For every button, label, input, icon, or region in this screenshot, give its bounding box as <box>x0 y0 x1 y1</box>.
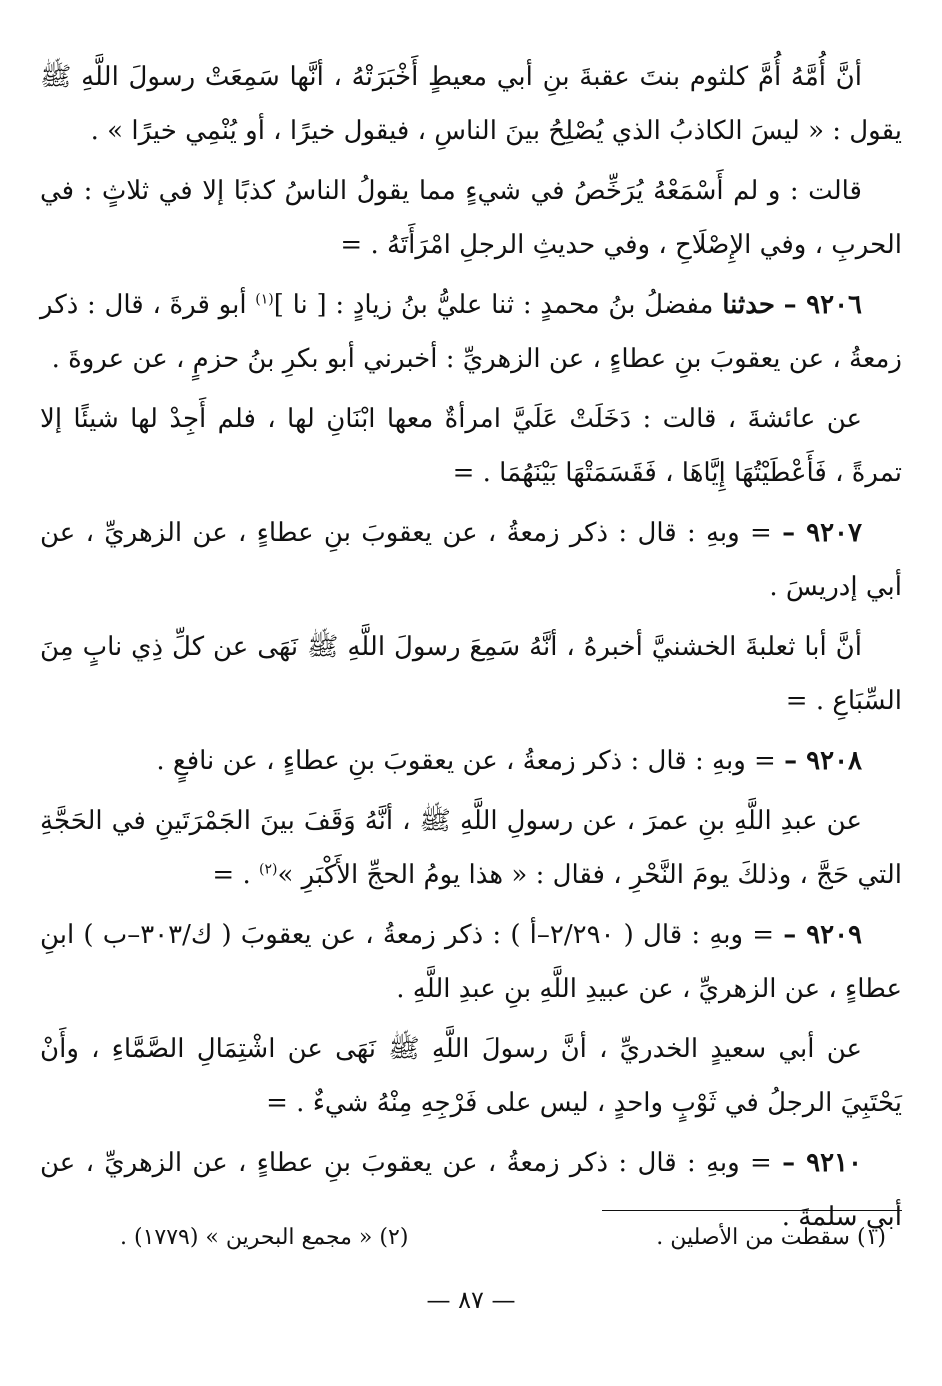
footnote-ref: (٢) <box>259 861 278 878</box>
footnotes <box>120 1218 886 1258</box>
hadith-number: ٩٢١٠ – <box>782 1148 862 1178</box>
hadith-9208-isnad <box>40 734 902 788</box>
hadith-9206-isnad <box>40 278 902 386</box>
isnad-text: مفضلُ بنُ محمدٍ : ثنا عليُّ بنُ زيادٍ : [ نا ] <box>273 290 714 320</box>
matn-text: . = <box>212 860 251 890</box>
page-number: — ٨٧ — <box>426 1286 516 1314</box>
matn-text: عن عبدِ اللَّهِ بنِ عمرَ ، عن رسولِ اللَّهِ ﷺ ، أنَّهُ وَقَفَ بينَ الجَمْرَتَينِ في الحَجَّةِ التي حَجَّ ، وذلكَ يومَ النَّحْرِ ، فقال : « هذا يومُ الحجِّ الأَكْبَرِ » <box>40 806 902 890</box>
hadith-9206-matn: عن عائشةَ ، قالت : دَخَلَتْ عَلَيَّ امرأةٌ معها ابْنَانِ لها ، فلم أَجِدْ لها شيئًا إلا تمرةً ، فَأَعْطَيْتُهَا إِيَّاهَا ، فَقَسَمَتْهَا بَيْنَهُمَا . = <box>40 404 902 488</box>
paragraph-qalat: قالت : و لم أَسْمَعْهُ يُرَخِّصُ في شيءٍ مما يقولُ الناسُ كذبًا إلا في ثلاثٍ : في الحربِ ، وفي الإِصْلَاحِ ، وفي حديثِ الرجلِ امْرَأَتَهُ . = <box>40 176 902 260</box>
hadith-number: ٩٢٠٦ – <box>783 290 863 320</box>
hadith-9207-matn: أنَّ أبا ثعلبةَ الخشنيَّ أخبرهُ ، أنَّهُ سَمِعَ رسولَ اللَّهِ ﷺ نَهَى عن كلِّ ذِي نابٍ مِنَ السِّبَاعِ . = <box>40 632 902 716</box>
hadith-number: ٩٢٠٨ – <box>784 746 862 776</box>
page-body <box>40 50 902 1250</box>
hadith-number: ٩٢٠٩ – <box>783 920 863 950</box>
hadith-9208-matn <box>40 794 902 902</box>
hadith-9207-isnad <box>40 506 902 614</box>
footnote-ref: (١) <box>255 291 274 308</box>
footnote-2: (٢) « مجمع البحرين » (١٧٧٩) . <box>120 1225 409 1250</box>
hadith-9209-isnad <box>40 908 902 1016</box>
haddatha-word: حدثنا <box>722 290 775 320</box>
isnad-text: أبو قرةَ ، قال : ذكر زمعةُ ، عن يعقوبَ بنِ عطاءٍ ، عن الزهريِّ : أخبرني أبو بكرِ بنُ حزمٍ ، عن عروةَ . <box>40 290 902 374</box>
hadith-9209-matn: عن أبي سعيدٍ الخدريِّ ، أنَّ رسولَ اللَّهِ ﷺ نَهَى عن اشْتِمَالِ الصَّمَّاءِ ، وأَنْ يَحْتَبِيَ الرجلُ في ثَوْبٍ واحدٍ ، ليس على فَرْجِهِ مِنْهُ شيءٌ . = <box>40 1034 902 1118</box>
isnad-text: = وبهِ : قال : ذكر زمعةُ ، عن يعقوبَ بنِ عطاءٍ ، عن الزهريِّ ، عن أبي سلمةَ . <box>40 1148 902 1232</box>
isnad-text: = وبهِ : قال ( ٢/٢٩٠–أ ) : ذكر زمعةُ ، عن يعقوبَ ( ك/٣٠٣–ب ) ابنِ عطاءٍ ، عن الزهريِّ ، عن عبيدِ اللَّهِ بنِ عبدِ اللَّهِ . <box>40 920 902 1004</box>
paragraph-opening: أنَّ أُمَّهُ أُمَّ كلثوم بنتَ عقبةَ بنِ أبي معيطٍ أَخْبَرَتْهُ ، أنَّها سَمِعَتْ رسولَ اللَّهِ ﷺ يقول : « ليسَ الكاذبُ الذي يُصْلِحُ بينَ الناسِ ، فيقول خيرًا ، أو يُنْمِي خيرًا » . <box>40 62 902 146</box>
footnote-1: (١) سقطت من الأصلين . <box>656 1225 886 1250</box>
isnad-text: = وبهِ : قال : ذكر زمعةُ ، عن يعقوبَ بنِ عطاءٍ ، عن نافعٍ . <box>156 746 776 776</box>
hadith-number: ٩٢٠٧ – <box>782 518 862 548</box>
isnad-text: = وبهِ : قال : ذكر زمعةُ ، عن يعقوبَ بنِ عطاءٍ ، عن الزهريِّ ، عن أبي إدريسَ . <box>40 518 902 602</box>
footnote-divider <box>602 1210 902 1211</box>
